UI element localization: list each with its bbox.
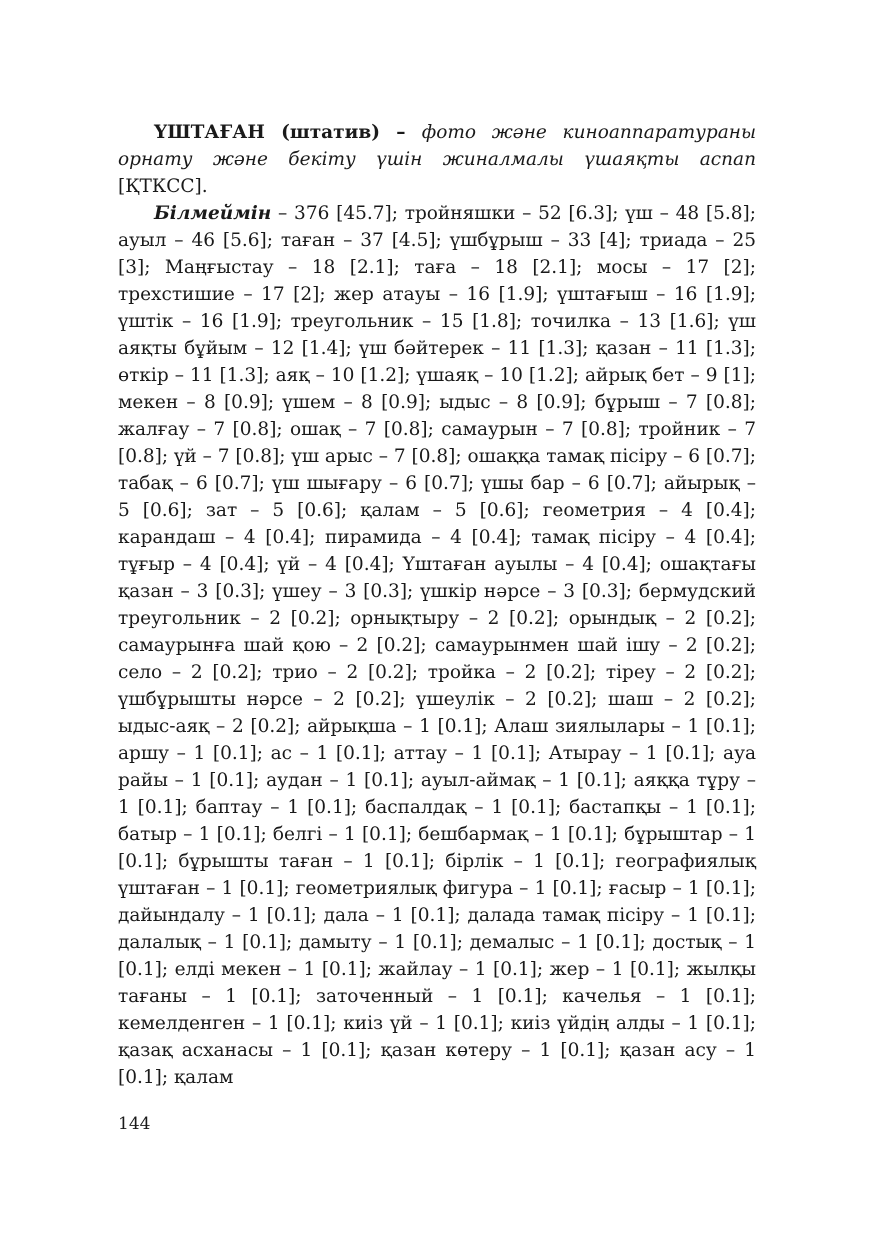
- response-label: Білмеймін: [154, 203, 272, 224]
- document-page: [118, 0, 756, 1240]
- entry-source: [ҚТКСС].: [118, 176, 208, 197]
- page-number: 144: [118, 1114, 151, 1134]
- response-list: [118, 200, 756, 1091]
- entry-headword: ҮШТАҒАН (штатив): [154, 122, 380, 143]
- response-text: – 376 [45.7]; тройняшки – 52 [6.3]; үш – 48 [5.8]; ауыл – 46 [5.6]; таған – 37 [4.5]; үшбұрыш – 33 [4]; триада – 25 [3]; Маңғыстау – 18 [2.1]; таға – 18 [2.1]; мосы – 17 [2]; трехстишие – 17 [2]; жер атауы – 16 [1.9]; үштағыш – 16 [1.9]; үштік – 16 [1.9]; треугольник – 15 [1.8]; точилка – 13 [1.6]; үш аяқты бұйым – 12 [1.4]; үш бәйтерек – 11 [1.3]; қазан – 11 [1.3]; өткір – 11 [1.3]; аяқ – 10 [1.2]; үшаяқ – 10 [1.2]; айрық бет – 9 [1]; мекен – 8 [0.9]; үшем – 8 [0.9]; ыдыс – 8 [0.9]; бұрыш – 7 [0.8]; жалғау – 7 [0.8]; ошақ – 7 [0.8]; самаурын – 7 [0.8]; тройник – 7 [0.8]; үй – 7 [0.8]; үш арыс – 7 [0.8]; ошаққа тамақ пісіру – 6 [0.7]; табақ – 6 [0.7]; үш шығару – 6 [0.7]; үшы бар – 6 [0.7]; айырық – 5 [0.6]; зат – 5 [0.6]; қалам – 5 [0.6]; геометрия – 4 [0.4]; карандаш – 4 [0.4]; пирамида – 4 [0.4]; тамақ пісіру – 4 [0.4]; тұғыр – 4 [0.4]; үй – 4 [0.4]; Үштаған ауылы – 4 [0.4]; ошақтағы қазан – 3 [0.3]; үшеу – 3 [0.3]; үшкір нәрсе – 3 [0.3]; бермудский треугольник – 2 [0.2]; орнықтыру – 2 [0.2]; орындық – 2 [0.2]; самаурынға шай қою – 2 [0.2]; самаурынмен шай ішу – 2 [0.2]; село – 2 [0.2]; трио – 2 [0.2]; тройка – 2 [0.2]; тіреу – 2 [0.2]; үшбұрышты нәрсе – 2 [0.2]; үшеулік – 2 [0.2]; шаш – 2 [0.2]; ыдыс-аяқ – 2 [0.2]; айрықша – 1 [0.1]; Алаш зиялылары – 1 [0.1]; аршу – 1 [0.1]; ас – 1 [0.1]; аттау – 1 [0.1]; Атырау – 1 [0.1]; ауа райы – 1 [0.1]; аудан – 1 [0.1]; ауыл-аймақ – 1 [0.1]; аяққа тұру – 1 [0.1]; баптау – 1 [0.1]; баспалдақ – 1 [0.1]; бастапқы – 1 [0.1]; батыр – 1 [0.1]; белгі – 1 [0.1]; бешбармақ – 1 [0.1]; бұрыштар – 1 [0.1]; бұрышты таған – 1 [0.1]; бірлік – 1 [0.1]; географиялық үштаған – 1 [0.1]; геометриялық фигура – 1 [0.1]; ғасыр – 1 [0.1]; дайындалу – 1 [0.1]; дала – 1 [0.1]; далада тамақ пісіру – 1 [0.1]; далалық – 1 [0.1]; дамыту – 1 [0.1]; демалыс – 1 [0.1]; достық – 1 [0.1]; елді мекен – 1 [0.1]; жайлау – 1 [0.1]; жер – 1 [0.1]; жылқы тағаны – 1 [0.1]; заточенный – 1 [0.1]; качелья – 1 [0.1]; кемелденген – 1 [0.1]; киіз үй – 1 [0.1]; киіз үйдің алды – 1 [0.1]; қазақ асханасы – 1 [0.1]; қазан көтеру – 1 [0.1]; қазан асу – 1 [0.1]; қалам: [118, 203, 756, 1088]
- dictionary-entry: [118, 119, 756, 200]
- entry-dash: –: [379, 122, 422, 143]
- entry-definition: фото және киноаппаратураны орнату және бекіту үшін жиналмалы үшаяқты аспап: [118, 122, 757, 170]
